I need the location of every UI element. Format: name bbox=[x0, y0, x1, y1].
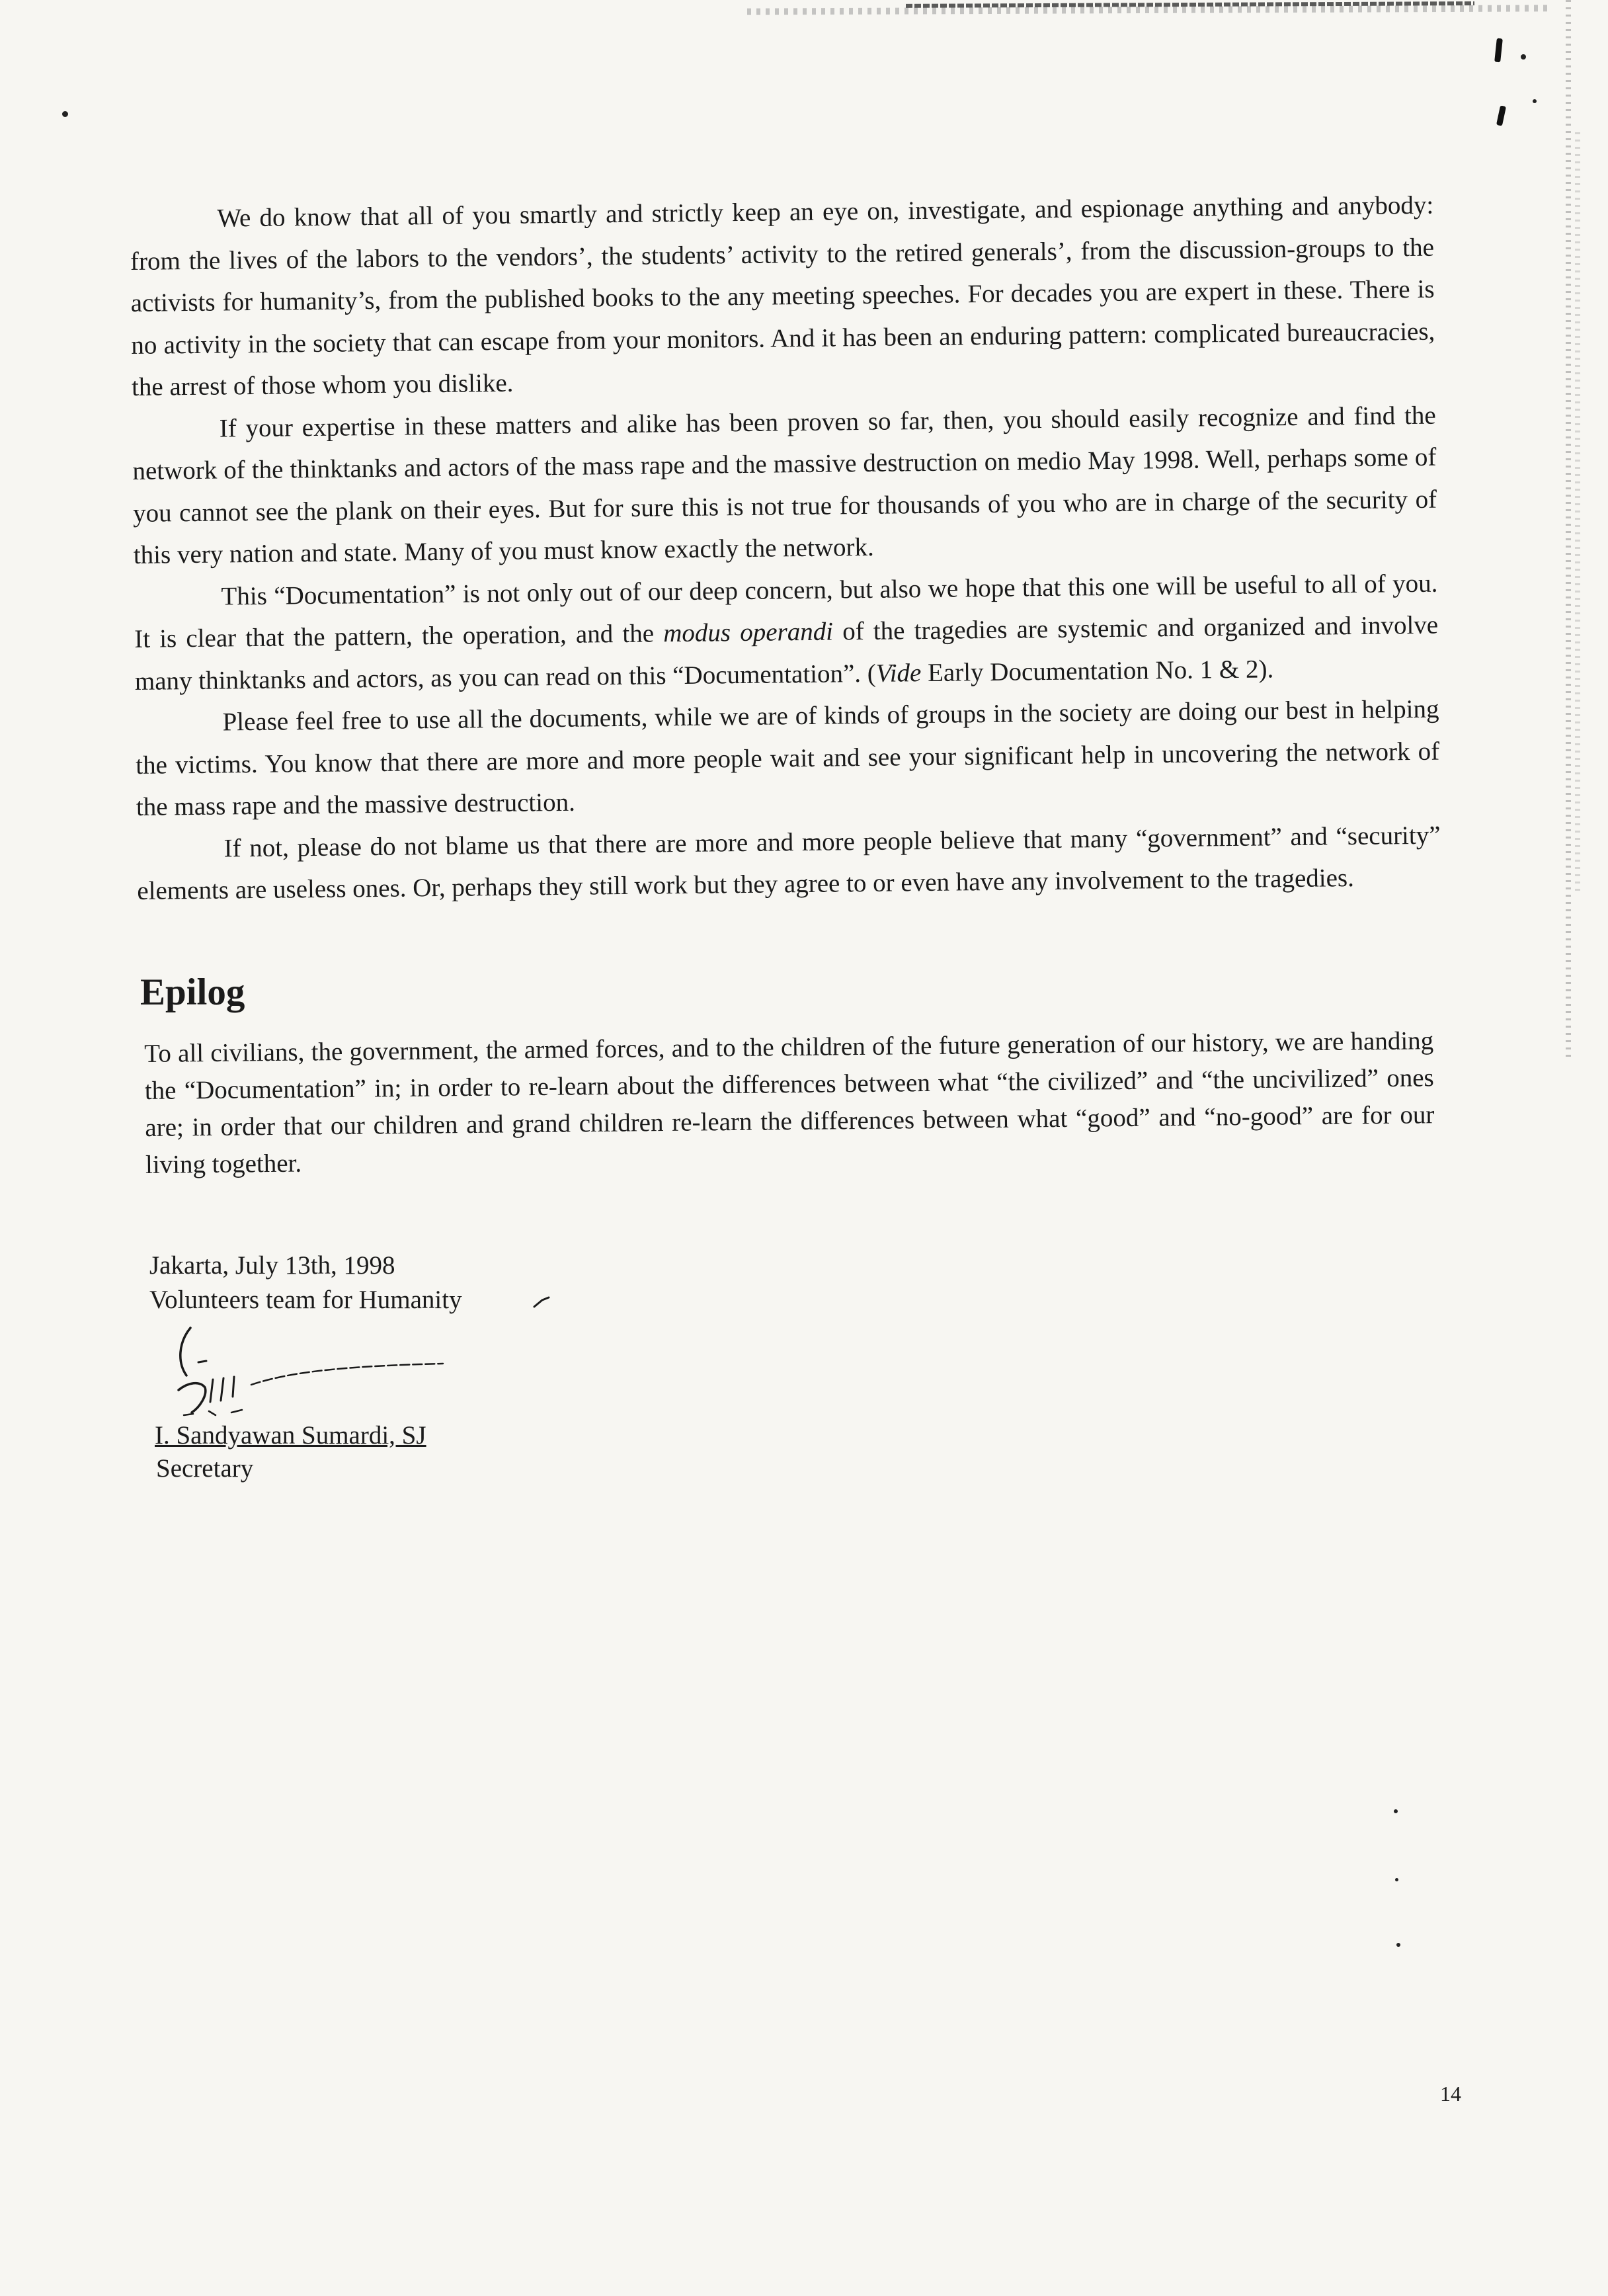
paragraph: We do know that all of you smartly and strictly keep an eye on, investigate, and espionage anything and anybody: from the lives of the labors to the vendors’, the students’ activity to the retired generals’, from the discussion-groups to the activists for humanity’s, from the published books to the any meeting speeches. For decades you are expert in these. There is no activity in the society that can escape from your monitors. And it has been an enduring pattern: complicated bureaucracies, the arrest of those whom you dislike. bbox=[130, 190, 1435, 401]
epilog-paragraph: To all civilians, the government, the armed forces, and to the children of the future generation of our history, we are handing the “Documentation” in; in order to re-learn about the differences between what “the civilized” and “the uncivilized” ones are; in order that our children and grand children re-learn the differences between what “good” and “no-good” are for our living together. bbox=[144, 1026, 1435, 1179]
paragraph bbox=[134, 562, 1439, 702]
paragraph: If your expertise in these matters and alike has been proven so far, then, you should easily recognize and find the network of the thinktanks and actors of the mass rape and the massive destruction on medio May 1998. Well, perhaps some of you cannot see the plank on their eyes. But for sure this is not true for thousands of you who are in charge of the security of this very nation and state. Many of you must know exactly the network. bbox=[132, 401, 1437, 569]
place-date: Jakarta, July 13th, 1998 bbox=[149, 1251, 395, 1280]
paragraph-text: of the tragedies are systemic and organized and involve many thinktanks and actors, as you can read on this “Documentation”. ( bbox=[134, 610, 1439, 696]
scan-speck bbox=[1396, 1943, 1400, 1947]
italic-term: modus operandi bbox=[663, 617, 834, 648]
page-number: 14 bbox=[1440, 2082, 1461, 2106]
italic-term: Vide bbox=[875, 658, 922, 688]
paragraph-text: Early Documentation No. 1 & 2). bbox=[921, 654, 1274, 687]
signature-image bbox=[152, 1316, 483, 1428]
scan-speck bbox=[1521, 54, 1526, 60]
paragraph-text: This “Documentation” is not only out of our deep concern, but also we hope that this one will be useful to all of you. It is clear that the pattern, the operation, and the bbox=[134, 569, 1438, 653]
scan-edge-right bbox=[1566, 0, 1571, 1058]
team-name: Volunteers team for Humanity bbox=[149, 1286, 462, 1314]
scan-edge-right-faint bbox=[1575, 132, 1580, 893]
signature-flourish bbox=[533, 1295, 553, 1309]
scan-speck bbox=[1394, 1809, 1398, 1813]
closing-block bbox=[149, 1249, 462, 1317]
body-text bbox=[130, 184, 1441, 913]
paragraph: Please feel free to use all the documents, while we are of kinds of groups in the society are doing our best in helping the victims. You know that there are more and more people wait and see your significant help in uncovering the network of the mass rape and the massive destruction. bbox=[136, 694, 1440, 821]
paragraph: If not, please do not blame us that there are more and more people believe that many “government” and “security” elements are useless ones. Or, perhaps they still work but they agree to or even have any involvement to the tragedies. bbox=[137, 821, 1441, 905]
signatory-name: I. Sandyawan Sumardi, SJ bbox=[155, 1421, 426, 1450]
scan-speck bbox=[1395, 1878, 1398, 1881]
scan-speck bbox=[1533, 99, 1537, 103]
scan-mark bbox=[1494, 38, 1503, 63]
signatory-title: Secretary bbox=[156, 1454, 254, 1483]
scan-speck bbox=[62, 111, 68, 117]
epilog-heading: Epilog bbox=[140, 971, 245, 1013]
scan-mark bbox=[1496, 105, 1506, 126]
